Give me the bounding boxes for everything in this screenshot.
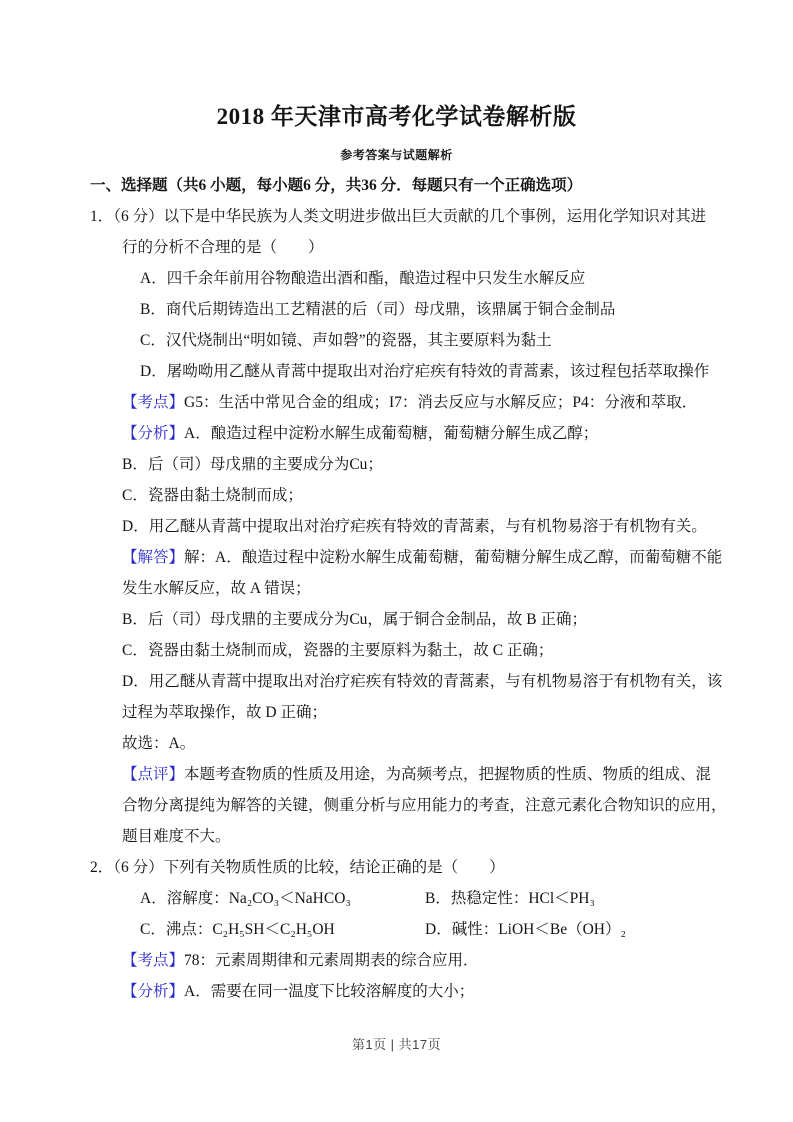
- question-1-stem-line-1: 1．（6 分）以下是中华民族为人类文明进步做出巨大贡献的几个事例，运用化学知识对其进: [90, 208, 707, 225]
- question-1-option-d: D．屠呦呦用乙醚从青蒿中提取出对治疗疟疾有特效的青蒿素，该过程包括萃取操作: [140, 363, 710, 380]
- question-1-option-a: A．四千余年前用谷物酿造出酒和酯，酿造过程中只发生水解反应: [140, 270, 586, 287]
- question-2-option-d: D．碱性：LiOH＜Be（OH）₂: [425, 921, 626, 938]
- question-1-jieda-line-3: B．后（司）母戊鼎的主要成分为Cu，属于铜合金制品，故 B 正确；: [122, 611, 588, 628]
- question-1-dianping-line-3: 题目难度不大。: [122, 828, 231, 845]
- document-body: [0, 170, 793, 1007]
- kaodian-label: 【考点】: [122, 394, 185, 411]
- dianping-label: 【点评】: [122, 766, 185, 783]
- question-2-option-b: B．热稳定性：HCl＜PH₃: [425, 890, 595, 907]
- kaodian-text: G5：生活中常见合金的组成；I7：消去反应与水解反应；P4：分液和萃取．: [184, 394, 698, 411]
- question-1-jieda-line-1: [0, 542, 793, 573]
- question-1-jieda-line-4: C．瓷器由黏土烧制而成，瓷器的主要原料为黏土，故 C 正确；: [122, 642, 554, 659]
- fenxi-text-1: A．酿造过程中淀粉水解生成葡萄糖，葡萄糖分解生成乙醇；: [184, 425, 599, 442]
- page-number-footer: 第1页 | 共17页: [351, 1037, 442, 1052]
- fenxi-label: 【分析】: [122, 425, 185, 442]
- kaodian-text-2: 78：元素周期律和元素周期表的综合应用．: [184, 952, 479, 969]
- jieda-text-1: 解：A．酿造过程中淀粉水解生成葡萄糖，葡萄糖分解生成乙醇，而葡萄糖不能: [184, 549, 723, 566]
- question-1-fenxi-line-4: D．用乙醚从青蒿中提取出对治疗疟疾有特效的青蒿素，与有机物易溶于有机物有关。: [122, 518, 707, 535]
- question-1-dianping-line-1: [0, 759, 793, 790]
- fenxi-label-2: 【分析】: [122, 983, 185, 1000]
- question-1-option-b: B．商代后期铸造出工艺精湛的后（司）母戊鼎，该鼎属于铜合金制品: [140, 301, 616, 318]
- section-header: 一、选择题（共6 小题，每小题6 分，共36 分．每题只有一个正确选项）: [90, 177, 583, 194]
- question-1-jieda-line-6: 过程为萃取操作，故 D 正确；: [122, 704, 327, 721]
- question-2-option-a: A．溶解度：Na₂CO₃＜NaHCO₃: [140, 890, 351, 907]
- question-2-kaodian-line: [0, 945, 793, 976]
- question-2-stem: 2．（6 分）下列有关物质性质的比较，结论正确的是（ ）: [90, 859, 505, 876]
- document-title: 2018 年天津市高考化学试卷解析版: [216, 104, 577, 129]
- question-1-jieda-line-2: 发生水解反应，故 A 错误；: [122, 580, 311, 597]
- question-1-jieda-line-5: D．用乙醚从青蒿中提取出对治疗疟疾有特效的青蒿素，与有机物易溶于有机物有关，该: [122, 673, 723, 690]
- document-subtitle: 参考答案与试题解析: [340, 148, 453, 162]
- question-2-options-row-2: [0, 914, 793, 945]
- question-2-option-c: C．沸点：C₂H₅SH＜C₂H₅OH: [140, 921, 335, 938]
- question-2-fenxi-line-1: [0, 976, 793, 1007]
- dianping-text-1: 本题考查物质的性质及用途，为高频考点，把握物质的性质、物质的组成、混: [184, 766, 712, 783]
- question-1-stem-line-2: 行的分析不合理的是（ ）: [122, 239, 324, 256]
- question-1-dianping-line-2: 合物分离提纯为解答的关键，侧重分析与应用能力的考查，注意元素化合物知识的应用，: [122, 797, 727, 814]
- question-1-kaodian-line: [0, 387, 793, 418]
- question-1-fenxi-line-3: C．瓷器由黏土烧制而成；: [122, 487, 303, 504]
- fenxi-text-2: A．需要在同一温度下比较溶解度的大小；: [184, 983, 475, 1000]
- kaodian-label-2: 【考点】: [122, 952, 185, 969]
- question-1-answer-conclusion: 故选：A。: [122, 735, 196, 752]
- question-2-options-row-1: [0, 883, 793, 914]
- question-1-fenxi-line-1: [0, 418, 793, 449]
- question-1-fenxi-line-2: B．后（司）母戊鼎的主要成分为Cu；: [122, 456, 383, 473]
- jieda-label: 【解答】: [122, 549, 185, 566]
- question-1-option-c: C．汉代烧制出“明如镜、声如磬”的瓷器，其主要原料为黏土: [140, 332, 552, 349]
